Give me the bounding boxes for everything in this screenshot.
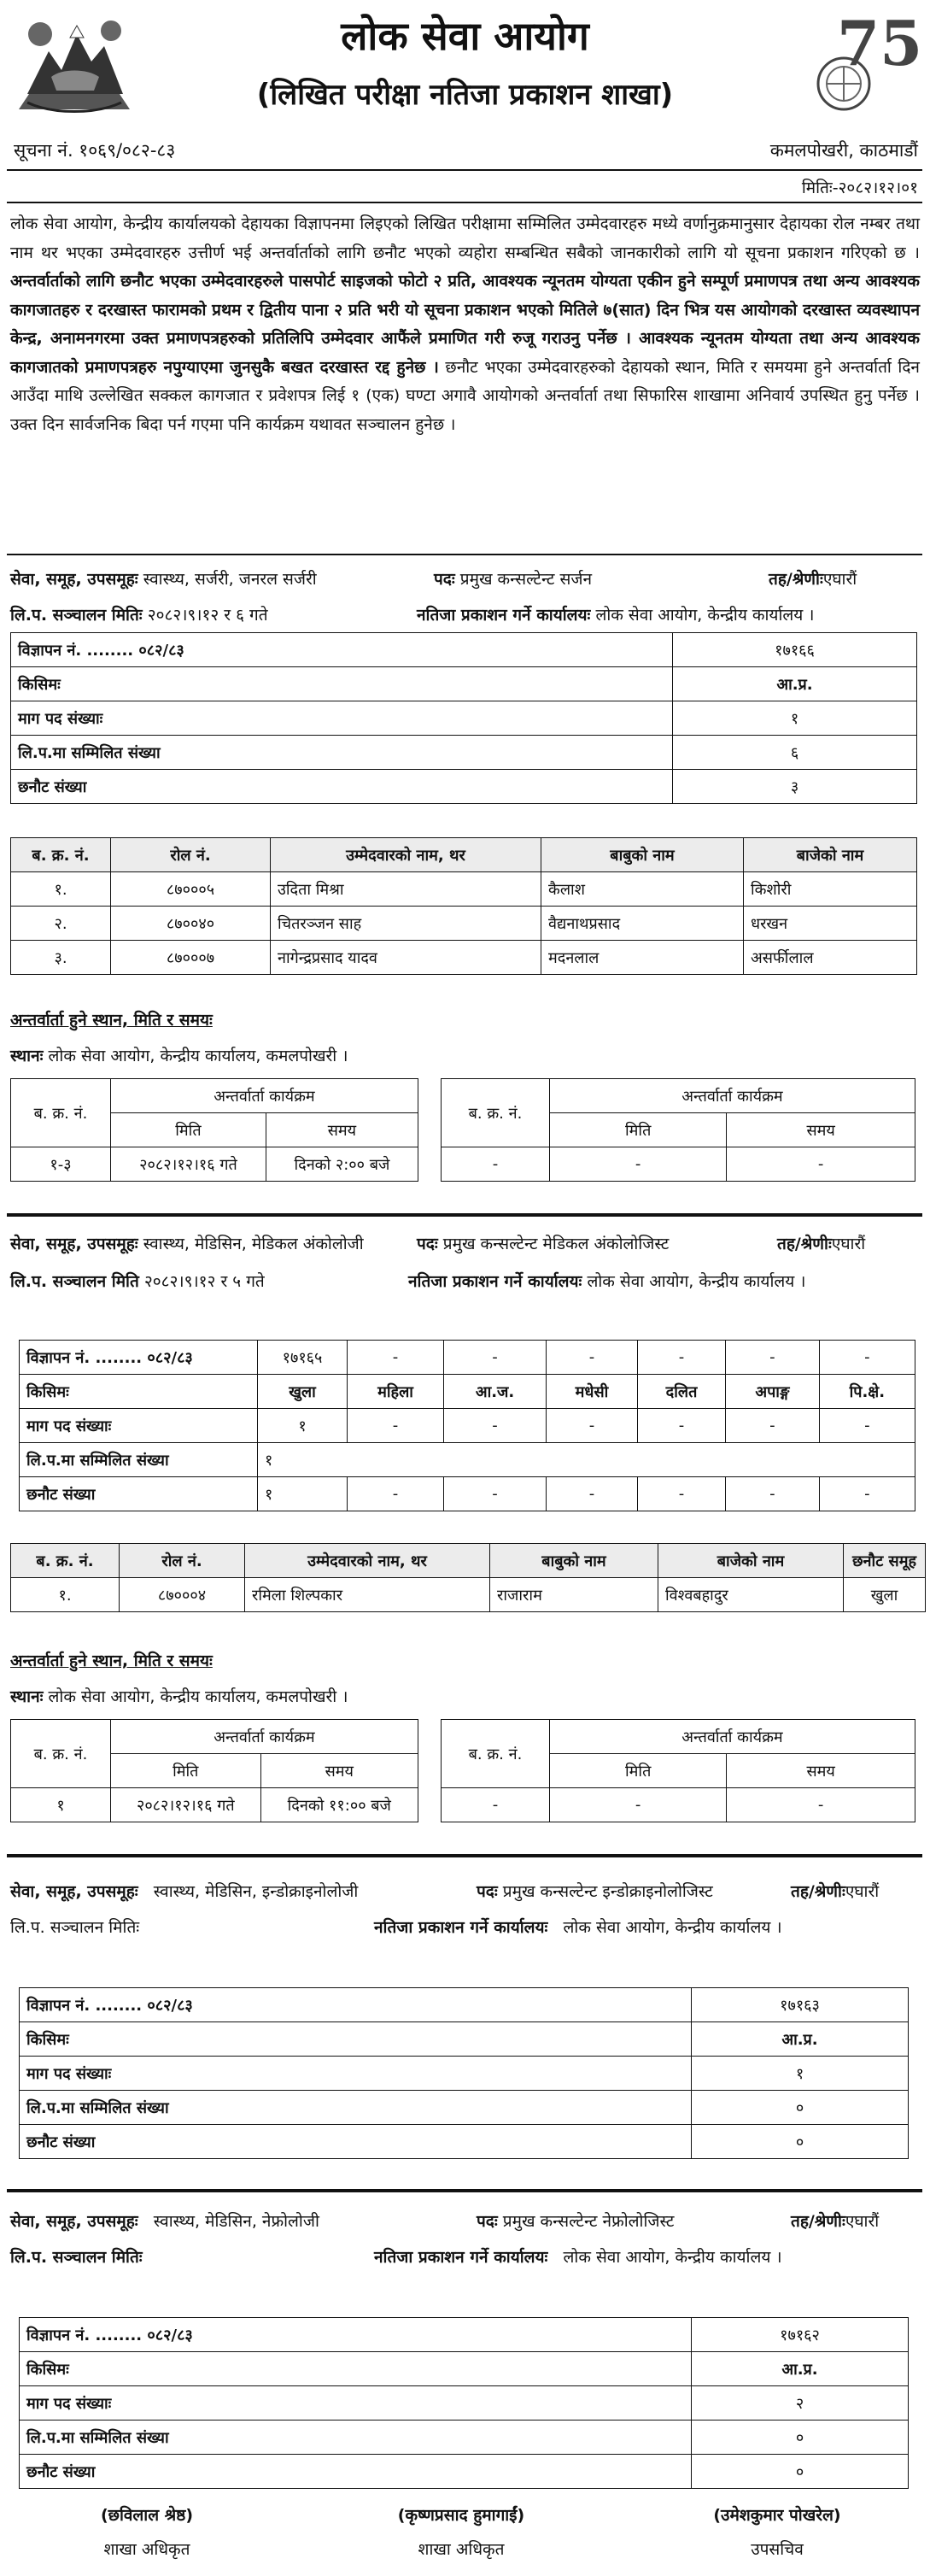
advertisement-table: विज्ञापन नं. ........ ०८२/८३ १७१६३ किसिमः आ.प्र. माग पद संख्याः १ लि.प.मा सम्मिलित संख्या ० छनौट संख्या ० xyxy=(19,1987,909,2159)
service-row: सेवा, समूह, उपसमूहः स्वास्थ्य, सर्जरी, जनरल सर्जरी xyxy=(10,570,317,589)
interview-table: ब. क्र. नं. अन्तर्वार्ता कार्यक्रम मिति समय १ २०८२।१२।१६ गते दिनको ११:०० बजे xyxy=(10,1719,418,1822)
post-row: पदः प्रमुख कन्सल्टेन्ट नेफ्रोलोजिस्ट xyxy=(477,2212,675,2231)
intro-bold-text: अन्तर्वार्ताको लागि छनौट भएका उम्मेदवारहरुले पासपोर्ट साइजको फोटो २ प्रति, आवश्यक न्यूनतम योग्यता एकीन हुने सम्पूर्ण प्रमाणपत्र तथा अन्य आवश्यक कागजातहरु र दरखास्त फारामको प्रथम र द्वितीय पाना २ प्रति भरी यो सूचना प्रकाशन भएको मितिले ७(सात) दिन भित्र यस आयोगको दरखास्त व्यवस्थापन केन्द्र, अनामनगरमा उक्त प्रमाणपत्रहरुको प्रतिलिपि उम्मेदवार आफैंले प्रमाणित गरी रुजू गराउनु पर्नेछ । आवश्यक न्यूनतम योग्यता तथा अन्य आवश्यक कागजातको प्रमाणपत्रहरु नपुग्याएमा जुनसुकै बखत दरखास्त रद्द हुनेछ । xyxy=(10,272,920,377)
interview-heading: अन्तर्वार्ता हुने स्थान, मिति र समयः xyxy=(10,1652,213,1670)
post-row: पदः प्रमुख कन्सल्टेन्ट सर्जन xyxy=(434,570,593,589)
level-row: तह/श्रेणीःएघारौं xyxy=(777,1235,866,1253)
interview-heading: अन्तर्वार्ता हुने स्थान, मिति र समयः xyxy=(10,1011,213,1030)
section-divider xyxy=(7,1854,922,1857)
signatory-name: (कृष्णप्रसाद हुमागाईं) xyxy=(397,2506,525,2525)
table-row: २. ८७००४० चितरञ्जन साह वैद्यनाथप्रसाद धरखन xyxy=(11,907,917,941)
signatory-title: शाखा अधिकृत xyxy=(103,2540,190,2559)
section-divider xyxy=(7,2189,922,2192)
exam-date-row: लि.प. सञ्चालन मितिः २०८२।९।१२ र ६ गते xyxy=(10,606,268,625)
table-row: १. ८७०००४ रमिला शिल्पकार राजाराम विश्वबहादुर खुला xyxy=(11,1578,926,1612)
notice-number: सूचना नं. १०६९/०८२-८३ xyxy=(14,140,176,161)
exam-date-row: लि.प. सञ्चालन मितिः xyxy=(10,2248,143,2267)
level-row: तह/श्रेणीःएघारौं xyxy=(769,570,857,589)
notice-date: मितिः-२०८२।१२।०१ xyxy=(801,179,918,197)
service-row: सेवा, समूह, उपसमूहः स्वास्थ्य, मेडिसिन, इन्डोक्राइनोलोजी xyxy=(10,1882,359,1901)
anniversary-emblem-icon xyxy=(784,5,923,116)
table-row: १-३ २०८२।१२।१६ गते दिनको २:०० बजे xyxy=(11,1147,418,1182)
exam-date-row: लि.प. सञ्चालन मितिः xyxy=(10,1918,140,1937)
page-subtitle: (लिखित परीक्षा नतिजा प्रकाशन शाखा) xyxy=(256,78,674,112)
page-title: लोक सेवा आयोग xyxy=(341,13,589,59)
signatory-title: उपसचिव xyxy=(751,2540,804,2559)
interview-table-empty: ब. क्र. नं. अन्तर्वार्ता कार्यक्रम मिति समय - - - xyxy=(441,1078,915,1182)
svg-text:75: 75 xyxy=(837,7,923,79)
divider xyxy=(7,554,922,555)
signatory-title: शाखा अधिकृत xyxy=(418,2540,505,2559)
interview-table-empty: ब. क्र. नं. अन्तर्वार्ता कार्यक्रम मिति समय - - - xyxy=(441,1719,915,1822)
level-row: तह/श्रेणीःएघारौं xyxy=(791,2212,880,2231)
level-row: तह/श्रेणीःएघारौं xyxy=(791,1882,880,1901)
interview-place: स्थानः लोक सेवा आयोग, केन्द्रीय कार्यालय, कमलपोखरी । xyxy=(10,1047,348,1065)
divider xyxy=(7,202,922,203)
table-row: - - - xyxy=(442,1147,915,1182)
post-row: पदः प्रमुख कन्सल्टेन्ट मेडिकल अंकोलोजिस्ट xyxy=(417,1235,670,1253)
interview-table: ब. क्र. नं. अन्तर्वार्ता कार्यक्रम मिति समय १-३ २०८२।१२।१६ गते दिनको २:०० बजे xyxy=(10,1078,418,1182)
signatory-name: (उमेशकुमार पोखरेल) xyxy=(713,2506,841,2525)
advertisement-table: विज्ञापन नं. ........ ०८२/८३ १७१६२ किसिमः आ.प्र. माग पद संख्याः २ लि.प.मा सम्मिलित संख्या ० छनौट संख्या ० xyxy=(19,2317,909,2489)
candidates-table: ब. क्र. नं. रोल नं. उम्मेदवारको नाम, थर बाबुको नाम बाजेको नाम १. ८७०००५ उदिता मिश्रा कैलाश किशोरी २. ८७००४० चितरञ्जन साह वैद्यनाथप्रसाद धरखन ३. ८७०००७ नागेन्द्रप्रसाद यादव मदनलाल असर्फीलाल xyxy=(10,837,917,975)
office-row: नतिजा प्रकाशन गर्ने कार्यालयः लोक सेवा आयोग, केन्द्रीय कार्यालय । xyxy=(374,2248,782,2267)
office-row: नतिजा प्रकाशन गर्ने कार्यालयः लोक सेवा आयोग, केन्द्रीय कार्यालय । xyxy=(408,1272,806,1291)
signatory-name: (छविलाल श्रेष्ठ) xyxy=(100,2506,194,2525)
table-row: - - - xyxy=(442,1788,915,1822)
divider xyxy=(7,169,922,171)
service-row: सेवा, समूह, उपसमूहः स्वास्थ्य, मेडिसिन, मेडिकल अंकोलोजी xyxy=(10,1235,364,1253)
advertisement-table: विज्ञापन नं. ........ ०८२/८३ १७१६६ किसिमः आ.प्र. माग पद संख्याः १ लि.प.मा सम्मिलित संख्या ६ छनौट संख्या ३ xyxy=(10,632,917,804)
candidates-table: ब. क्र. नं. रोल नं. उम्मेदवारको नाम, थर बाबुको नाम बाजेको नाम छनौट समूह १. ८७०००४ रमिला शिल्पकार राजाराम विश्वबहादुर खुला xyxy=(10,1543,926,1612)
service-row: सेवा, समूह, उपसमूहः स्वास्थ्य, मेडिसिन, नेफ्रोलोजी xyxy=(10,2212,319,2231)
intro-paragraph: लोक सेवा आयोग, केन्द्रीय कार्यालयको देहायका विज्ञापनमा लिइएको लिखित परीक्षामा सम्मिलित उम्मेदवारहरु मध्ये वर्णानुक्रमानुसार देहायका रोल नम्बर तथा नाम थर भएका उम्मेदवारहरु उत्तीर्ण भई अन्तर्वार्ताको लागि छनौट भएको व्यहोरा सम्बन्धित सबैको जानकारीको लागि यो सूचना प्रकाशन गरिएको छ । अन्तर्वार्ताको लागि छनौट भएका उम्मेदवारहरुले पासपोर्ट साइजको फोटो २ प्रति, आवश्यक न्यूनतम योग्यता एकीन हुने सम्पूर्ण प्रमाणपत्र तथा अन्य आवश्यक कागजातहरु र दरखास्त फारामको प्रथम र द्वितीय पाना २ प्रति भरी यो सूचना प्रकाशन भएको मितिले ७(सात) दिन भित्र यस आयोगको दरखास्त व्यवस्थापन केन्द्र, अनामनगरमा उक्त प्रमाणपत्रहरुको प्रतिलिपि उम्मेदवार आफैंले प्रमाणित गरी रुजू गराउनु पर्नेछ । आवश्यक न्यूनतम योग्यता तथा अन्य आवश्यक कागजातको प्रमाणपत्रहरु नपुग्याएमा जुनसुकै बखत दरखास्त रद्द हुनेछ । छनौट भएका उम्मेदवारहरुको देहायको स्थान, मिति र समयमा हुने अन्तर्वार्ता दिन आउँदा माथि उल्लेखित सक्कल कागजात र प्रवेशपत्र लिई १ (एक) घण्टा अगावै आयोगको अन्तर्वार्ता तथा सिफारिस शाखामा अनिवार्य उपस्थित हुनु पर्नेछ । उक्त दिन सार्वजनिक बिदा पर्न गएमा पनि कार्यक्रम यथावत सञ्चालन हुनेछ । xyxy=(10,214,920,434)
interview-place: स्थानः लोक सेवा आयोग, केन्द्रीय कार्यालय, कमलपोखरी । xyxy=(10,1687,348,1706)
post-row: पदः प्रमुख कन्सल्टेन्ट इन्डोक्राइनोलोजिस्ट xyxy=(477,1882,713,1901)
exam-date-row: लि.प. सञ्चालन मिति २०८२।९।१२ र ५ गते xyxy=(10,1272,265,1291)
office-row: नतिजा प्रकाशन गर्ने कार्यालयः लोक सेवा आयोग, केन्द्रीय कार्यालय । xyxy=(417,606,815,625)
office-location: कमलपोखरी, काठमाडौं xyxy=(769,140,918,161)
advertisement-table: विज्ञापन नं. ........ ०८२/८३ १७१६५ - - - - - - किसिमः खुला महिला आ.ज. मधेसी दलित अपाङ्ग पि.क्षे. माग पद संख्याः १ - - - - - - लि.प.मा सम्मिलित संख्या १ छनौट संख्या १ - - - - - - xyxy=(19,1340,915,1511)
office-row: नतिजा प्रकाशन गर्ने कार्यालयः लोक सेवा आयोग, केन्द्रीय कार्यालय । xyxy=(374,1918,782,1937)
table-row: ३. ८७०००७ नागेन्द्रप्रसाद यादव मदनलाल असर्फीलाल xyxy=(11,941,917,975)
section-divider xyxy=(7,1213,922,1217)
table-row: १ २०८२।१२।१६ गते दिनको ११:०० बजे xyxy=(11,1788,418,1822)
table-row: १. ८७०००५ उदिता मिश्रा कैलाश किशोरी xyxy=(11,872,917,907)
